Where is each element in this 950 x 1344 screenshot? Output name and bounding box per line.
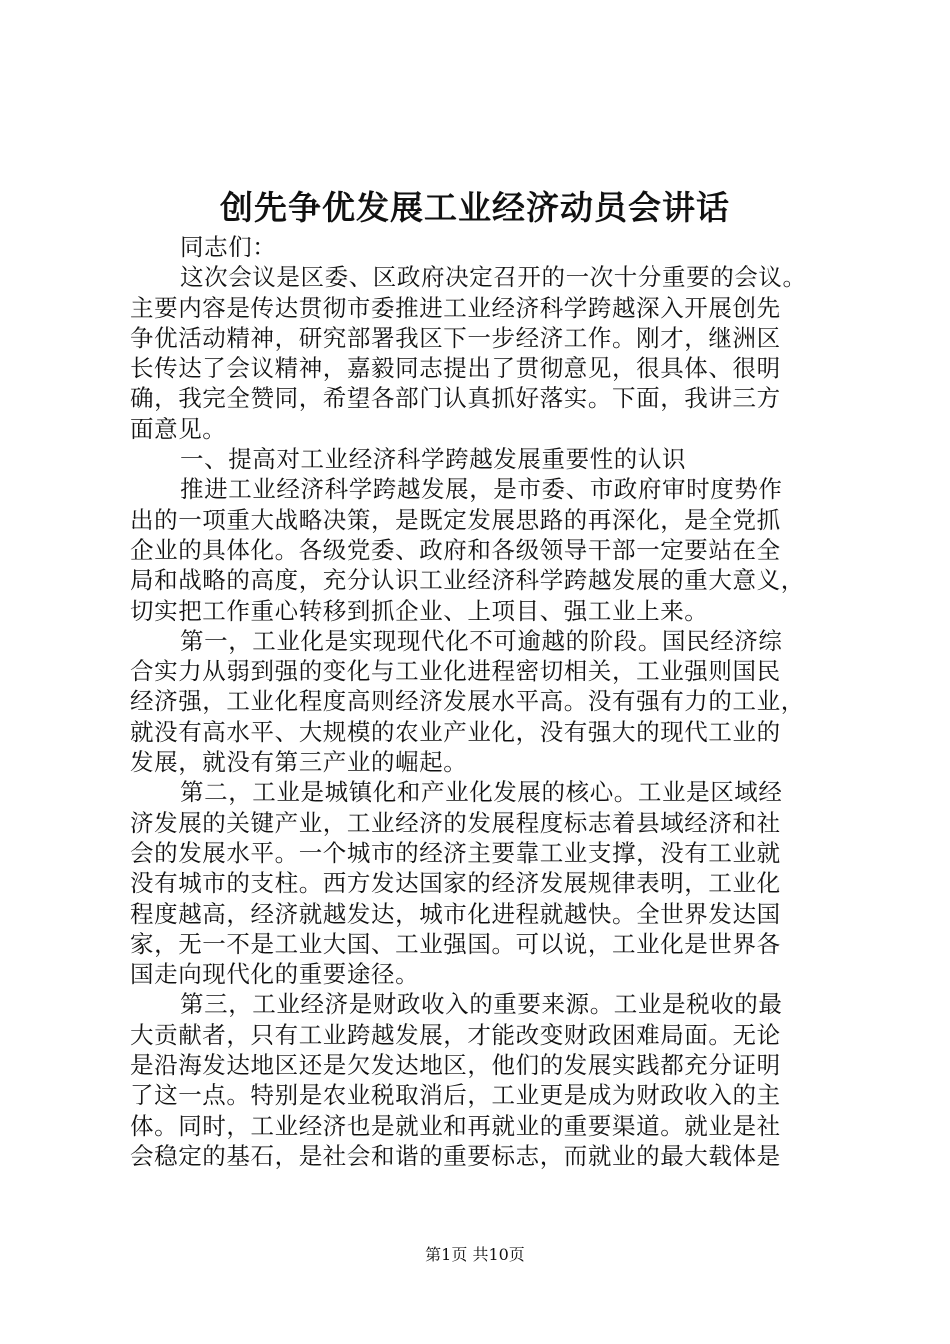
- body-text-line: 第三，工业经济是财政收入的重要来源。工业是税收的最: [180, 990, 783, 1019]
- document-title: 创先争优发展工业经济动员会讲话: [220, 188, 730, 227]
- body-text-line: 就没有高水平、大规模的农业产业化，没有强大的现代工业的: [130, 717, 781, 746]
- body-text-line: 第二，工业是城镇化和产业化发展的核心。工业是区域经: [180, 778, 783, 807]
- body-text-line: 程度越高，经济就越发达，城市化进程就越快。全世界发达国: [130, 899, 781, 928]
- body-text-line: 发展，就没有第三产业的崛起。: [130, 748, 468, 777]
- body-text-line: 了这一点。特别是农业税取消后，工业更是成为财政收入的主: [130, 1081, 781, 1110]
- body-text-line: 家，无一不是工业大国、工业强国。可以说，工业化是世界各: [130, 929, 781, 958]
- body-text-line: 济发展的关键产业，工业经济的发展程度标志着县域经济和社: [130, 808, 781, 837]
- body-text-line: 切实把工作重心转移到抓企业、上项目、强工业上来。: [130, 596, 709, 625]
- body-text-line: 会的发展水平。一个城市的经济主要靠工业支撑，没有工业就: [130, 838, 781, 867]
- body-text-line: 企业的具体化。各级党委、政府和各级领导干部一定要站在全: [130, 535, 781, 564]
- body-text-line: 出的一项重大战略决策，是既定发展思路的再深化，是全党抓: [130, 505, 781, 534]
- body-text-line: 长传达了会议精神，嘉毅同志提出了贯彻意见，很具体、很明: [130, 354, 781, 383]
- body-text-line: 没有城市的支柱。西方发达国家的经济发展规律表明，工业化: [130, 869, 781, 898]
- body-text-line: 大贡献者，只有工业跨越发展，才能改变财政困难局面。无论: [130, 1020, 781, 1049]
- body-text-line: 这次会议是区委、区政府决定召开的一次十分重要的会议。: [180, 263, 807, 292]
- body-text-line: 推进工业经济科学跨越发展，是市委、市政府审时度势作: [180, 475, 783, 504]
- body-text-line: 国走向现代化的重要途径。: [130, 960, 420, 989]
- body-text-line: 确，我完全赞同，希望各部门认真抓好落实。下面，我讲三方: [130, 384, 781, 413]
- body-text-line: 体。同时，工业经济也是就业和再就业的重要渠道。就业是社: [130, 1111, 781, 1140]
- body-text-line: 一、提高对工业经济科学跨越发展重要性的认识: [180, 445, 687, 474]
- body-text-line: 第一，工业化是实现现代化不可逾越的阶段。国民经济综: [180, 626, 783, 655]
- document-body: [130, 232, 830, 1171]
- body-text-line: 经济强，工业化程度高则经济发展水平高。没有强有力的工业，: [130, 687, 805, 716]
- body-text-line: 合实力从弱到强的变化与工业化进程密切相关，工业强则国民: [130, 657, 781, 686]
- body-text-line: 是沿海发达地区还是欠发达地区，他们的发展实践都充分证明: [130, 1051, 781, 1080]
- page-number-footer: 第1页 共10页: [425, 1245, 525, 1264]
- body-text-line: 争优活动精神，研究部署我区下一步经济工作。刚才，继洲区: [130, 323, 781, 352]
- body-text-line: 会稳定的基石，是社会和谐的重要标志，而就业的最大载体是: [130, 1141, 781, 1170]
- body-text-line: 面意见。: [130, 414, 227, 443]
- body-text-line: 同志们：: [180, 233, 277, 261]
- body-text-line: 局和战略的高度，充分认识工业经济科学跨越发展的重大意义，: [130, 566, 805, 595]
- body-text-line: 主要内容是传达贯彻市委推进工业经济科学跨越深入开展创先: [130, 293, 781, 322]
